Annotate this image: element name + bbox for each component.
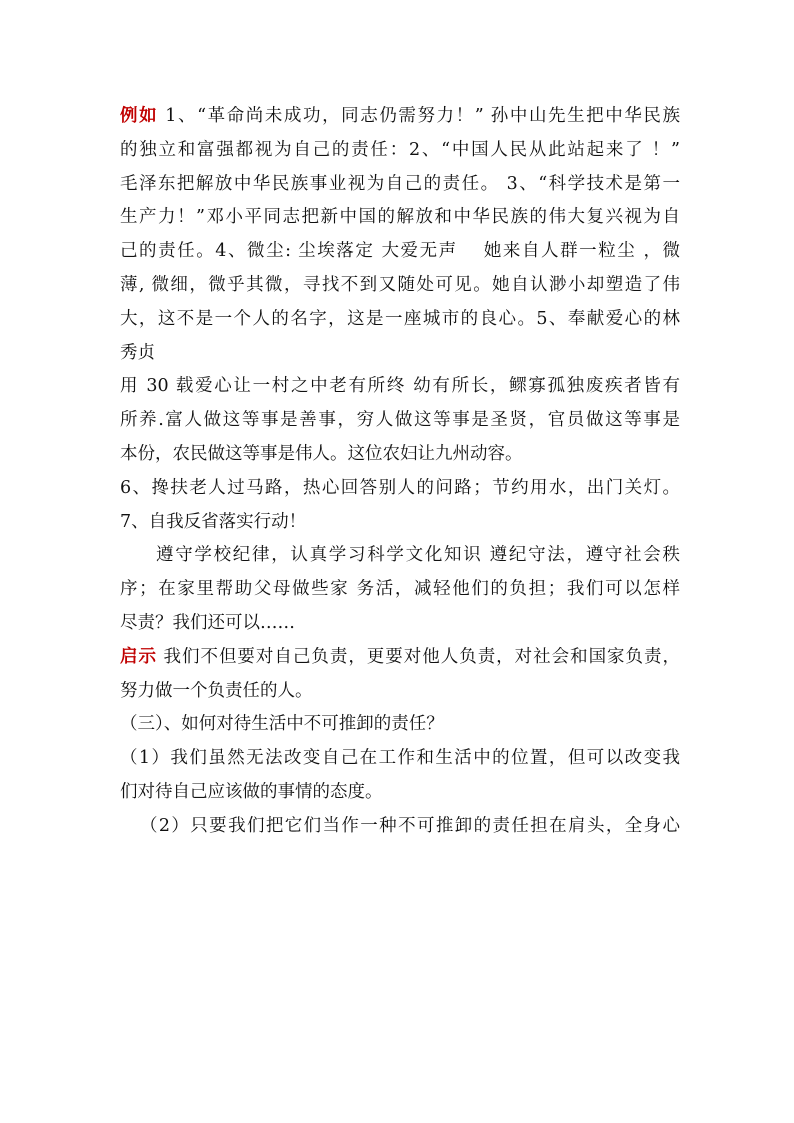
text-line: 本份，农民做这等事是伟人。这位农妇让九州动容。	[120, 443, 523, 464]
revelation-label: 启示	[120, 646, 157, 667]
text-line: 己的责任。4、微尘: 尘埃落定 大爱无声 她来自人群一粒尘 ，微	[120, 241, 680, 262]
text-line: 用 30 载爱心让一村之中老有所终 幼有所长，鳏寡孤独废疾者皆有	[120, 376, 680, 397]
text-line: 的独立和富强都视为自己的责任：2、“中国人民从此站起来了 ！”	[120, 139, 680, 160]
text-line: 尽责？我们还可以……	[120, 612, 295, 633]
text-line: 6、搀扶老人过马路，热心回答别人的问路；节约用水，出门关灯。	[120, 477, 680, 498]
text-line: 秀贞	[120, 342, 155, 363]
text-line: （2）只要我们把它们当作一种不可推卸的责任担在肩头，全身心	[140, 815, 680, 836]
text-line: 例如 1、“革命尚未成功，同志仍需努力！” 孙中山先生把中华民族	[120, 106, 680, 126]
text-line: 遵守学校纪律，认真学习科学文化知识 遵纪守法，遵守社会秩	[156, 545, 680, 566]
document-page	[120, 100, 680, 844]
text-line: 序；在家里帮助父母做些家 务活，减轻他们的负担；我们可以怎样	[120, 579, 680, 600]
section-heading: （三）、如何对待生活中不可推卸的责任？	[120, 714, 444, 735]
text-line: 大，这不是一个人的名字，这是一座城市的良心。5、奉献爱心的林	[120, 308, 680, 329]
text-line: 生产力！”邓小平同志把新中国的解放和中华民族的伟大复兴视为自	[120, 207, 680, 228]
text-line: 努力做一个负责任的人。	[120, 680, 313, 701]
text-line: 所养.富人做这等事是善事，穷人做这等事是圣贤，官员做这等事是	[120, 410, 680, 431]
text-line: 启示 我们不但要对自己负责，更要对他人负责，对社会和国家负责，	[120, 646, 681, 667]
text-line: 毛泽东把解放中华民族事业视为自己的责任。 3、“科学技术是第一	[120, 173, 680, 194]
text-line: （1）我们虽然无法改变自己在工作和生活中的位置，但可以改变我	[120, 748, 680, 769]
text-line: 薄, 微细，微乎其微，寻找不到又随处可见。她自认渺小却塑造了伟	[120, 274, 680, 295]
text-line: 7、自我反省落实行动！	[120, 511, 307, 532]
text-line: 们对待自己应该做的事情的态度。	[120, 781, 383, 802]
example-label: 例如	[120, 106, 159, 126]
